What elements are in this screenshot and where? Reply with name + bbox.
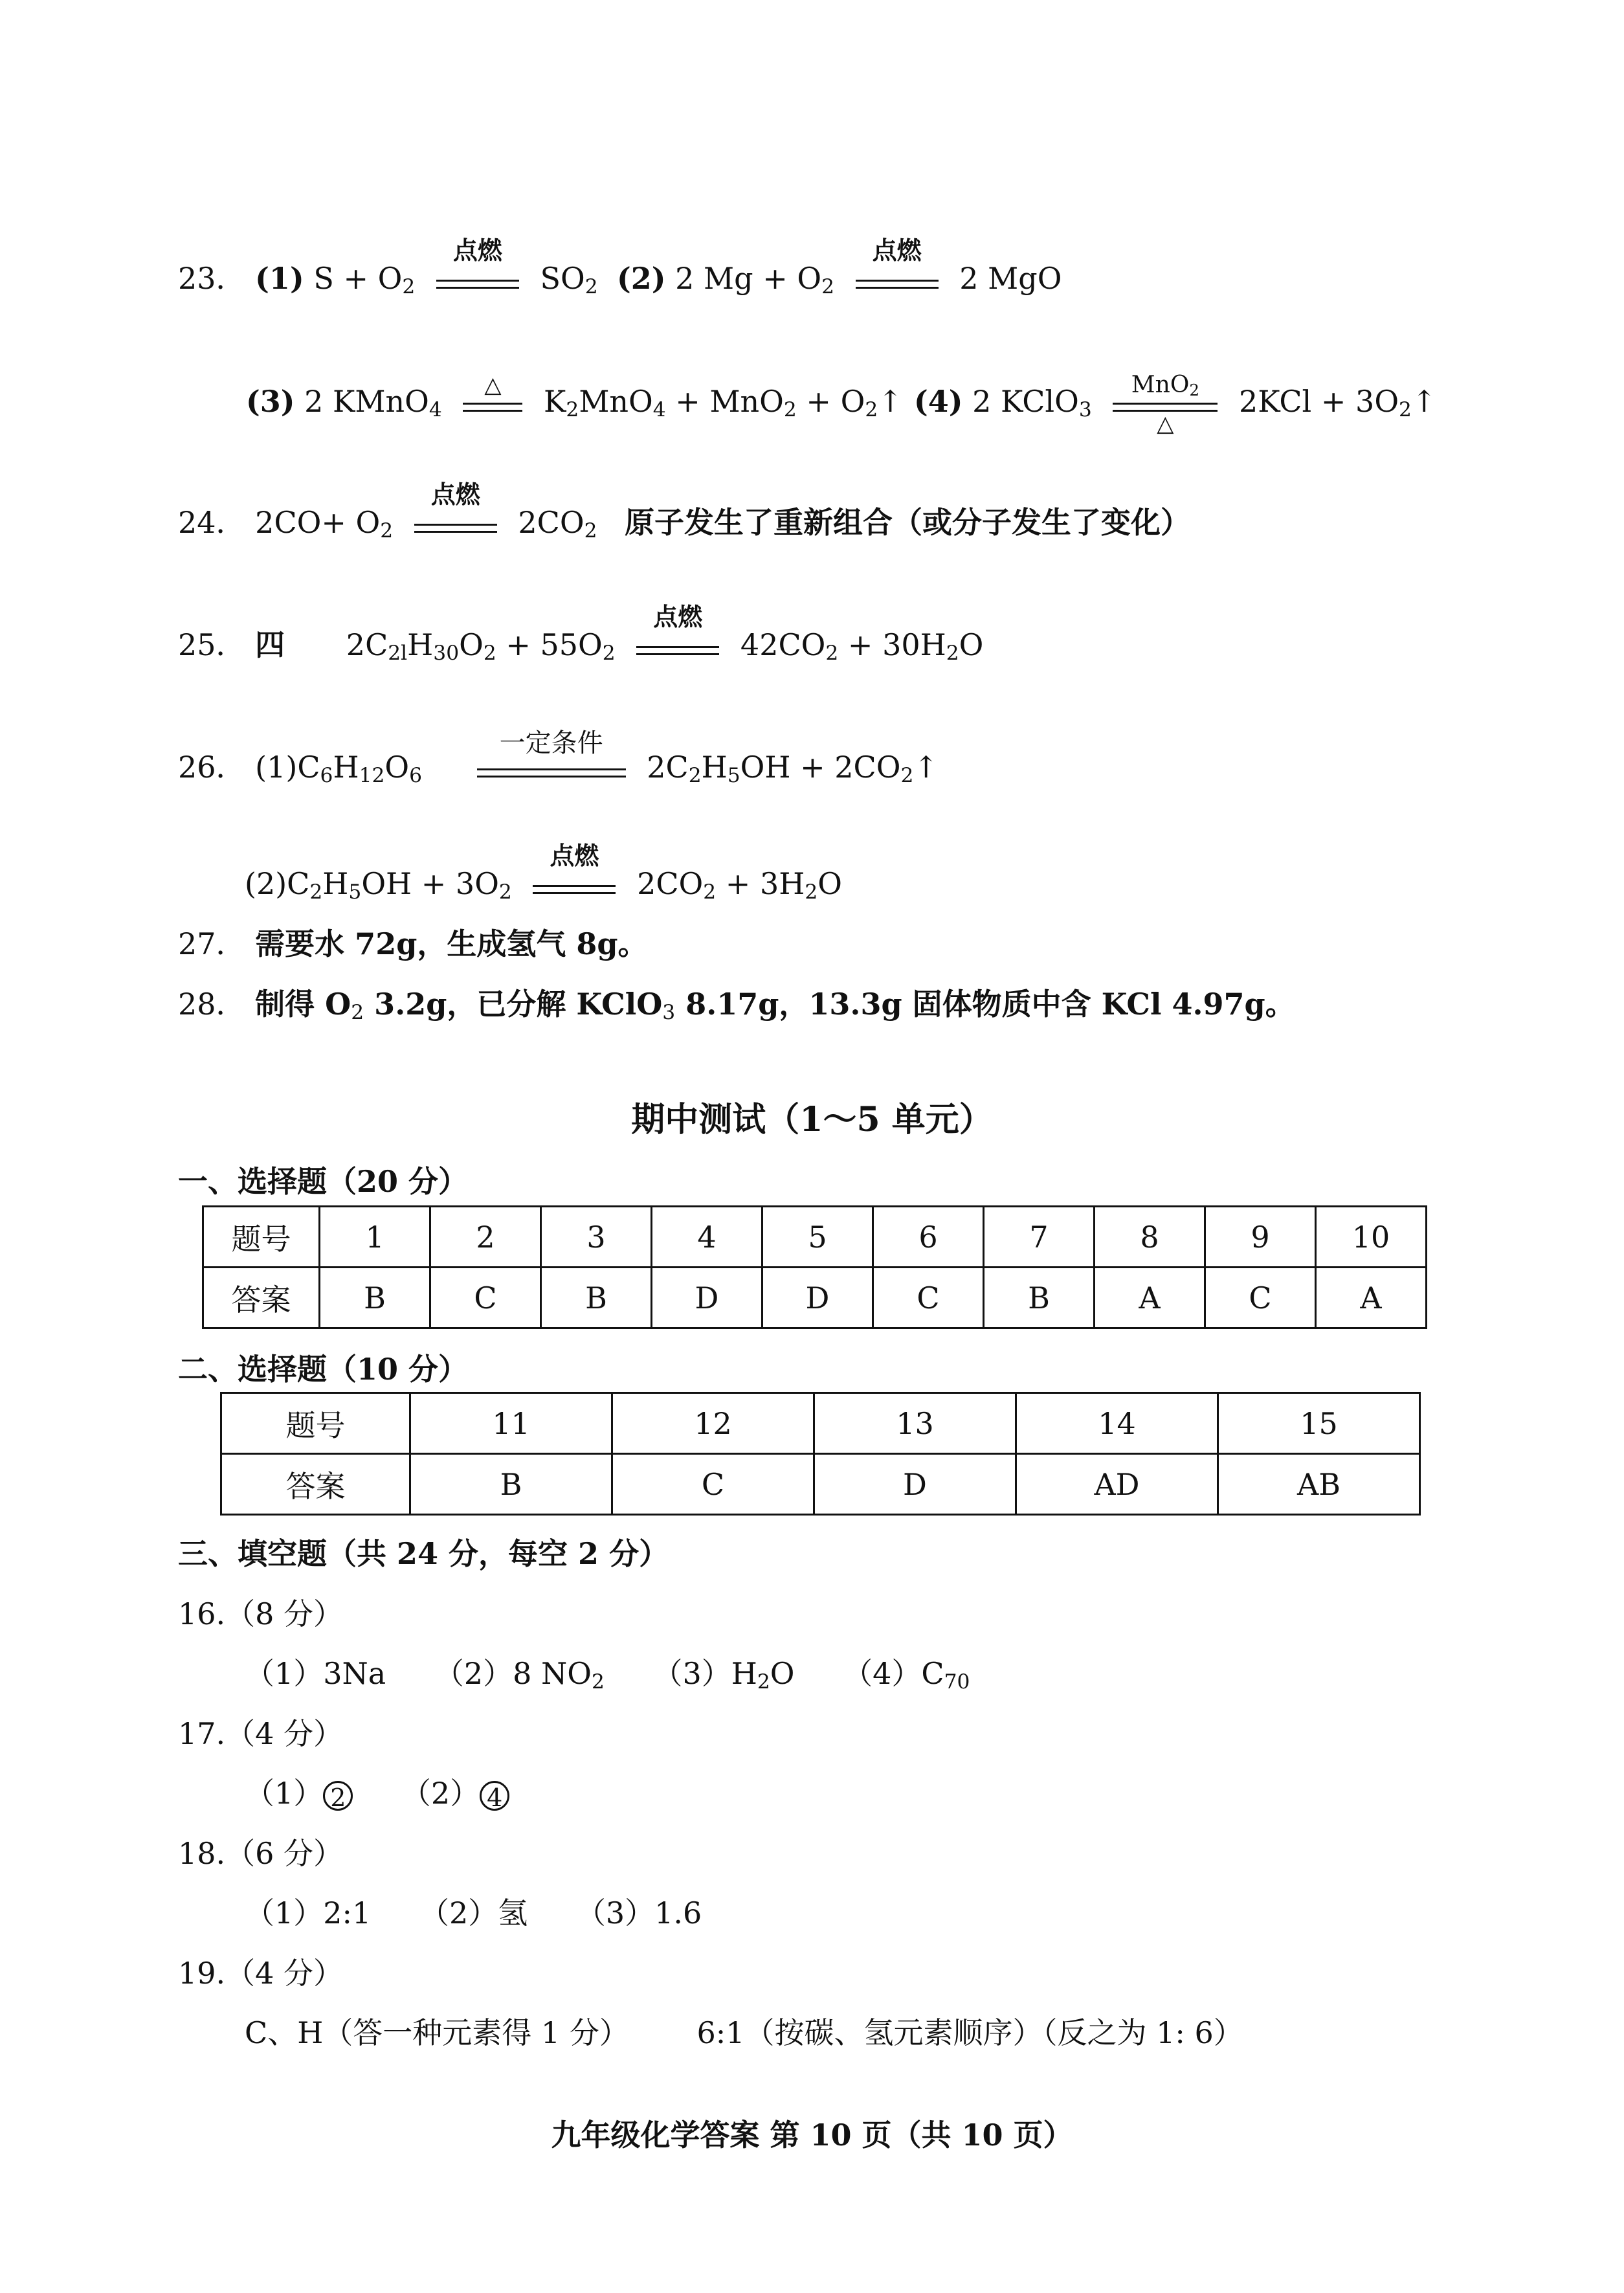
q19-head: 19.（4 分）	[178, 1956, 344, 1991]
section2-heading: 二、选择题（10 分）	[178, 1352, 469, 1387]
q26-part2-rhs: $2CO_2 + 3H_2O$	[637, 866, 842, 904]
row-label: 题号	[203, 1207, 320, 1268]
ignite-arrow: 点燃	[436, 262, 519, 300]
q18-answer-1: （1）2:1	[245, 1896, 372, 1930]
q26-part2-lhs: $C_2H_5OH + 3O_2$	[287, 866, 512, 904]
q16-answer-2: （2）8 $NO_2$	[434, 1656, 605, 1694]
q23-number: 23．	[178, 261, 246, 296]
q23-line-2	[246, 372, 903, 423]
q23-part4-lhs: 2 KClO$_3$	[972, 384, 1092, 421]
catalyst-heat-arrow: MnO$_2$ △	[1113, 385, 1218, 423]
question-number: 4	[652, 1207, 762, 1268]
q16-answer-1: （1）3Na	[245, 1656, 386, 1691]
question-number: 8	[1095, 1207, 1205, 1268]
question-number: 11	[410, 1393, 612, 1454]
q19-answer-1: C、H（答一种元素得 1 分）	[245, 2015, 629, 2050]
answer-cell: D	[652, 1268, 762, 1328]
question-number: 6	[873, 1207, 984, 1268]
q16-answers	[245, 1654, 970, 1693]
q19-answers	[245, 2013, 1243, 2052]
q16-answer-3: $(3)H_2O$	[652, 1656, 795, 1694]
q23-part2-label: (2)	[617, 261, 666, 296]
circled-number: 2	[323, 1781, 353, 1811]
q18-answers	[245, 1894, 702, 1932]
answer-cell: C	[873, 1268, 984, 1328]
q17-head: 17.（4 分）	[178, 1716, 344, 1751]
q27-line	[178, 924, 648, 963]
q17-answers	[245, 1774, 509, 1813]
answer-cell: C	[430, 1268, 541, 1328]
answer-cell: D	[762, 1268, 873, 1328]
question-number: 2	[430, 1207, 541, 1268]
q23-part3-rhs: $K_2MnO_4 + MnO_2$ + $O_2↑$	[544, 384, 903, 421]
question-number: 3	[541, 1207, 652, 1268]
answer-cell: A	[1316, 1268, 1427, 1328]
q17-answer-1: （1） 2	[245, 1776, 353, 1811]
q16-answer-4: $(4)C_{70}$	[843, 1656, 970, 1694]
table-row	[203, 1207, 1427, 1268]
row-label: 答案	[203, 1268, 320, 1328]
q27-text: 需要水 72g，生成氢气 8g。	[255, 926, 648, 961]
answer-cell: B	[320, 1268, 430, 1328]
q27-number: 27．	[178, 926, 246, 961]
table-row	[221, 1454, 1420, 1515]
section2-answer-table	[220, 1392, 1421, 1516]
q26-part1-rhs: $2C_2H_5OH$ + $2CO_2↑$	[647, 750, 939, 787]
question-number: 12	[612, 1393, 814, 1454]
q23-line-2b	[914, 372, 1437, 437]
q25-number: 25．	[178, 627, 246, 662]
heat-arrow: △	[463, 385, 522, 423]
q25-lhs: $2C_{2l}H_{30}O_2 + 55O_2$	[346, 627, 616, 665]
question-number: 1	[320, 1207, 430, 1268]
section3-heading: 三、填空题（共 24 分，每空 2 分）	[178, 1536, 669, 1571]
page-footer: 九年级化学答案 第 10 页（共 10 页）	[551, 2118, 1073, 2153]
answer-cell: AB	[1218, 1454, 1420, 1515]
answer-cell: B	[541, 1268, 652, 1328]
q23-part4-label: (4)	[914, 384, 963, 419]
section1-answer-table	[202, 1205, 1427, 1329]
ignite-arrow: 点燃	[414, 506, 497, 544]
q23-part1-label: (1)	[255, 261, 304, 296]
q23-line-1	[178, 236, 598, 300]
q25-rhs: $42CO_2 + 30H_2O$	[740, 627, 984, 665]
section1-heading: 一、选择题（20 分）	[178, 1164, 469, 1199]
q23-part1-lhs: $S + O_2$	[313, 261, 416, 298]
ignite-arrow: 点燃	[636, 628, 719, 667]
q26-line-1	[178, 728, 939, 789]
answer-cell: A	[1095, 1268, 1205, 1328]
q26-number: 26．	[178, 750, 246, 785]
q25-line	[178, 602, 984, 667]
q19-answer-2: 6:1（按碳、氢元素顺序）（反之为 1: 6）	[696, 2015, 1243, 2050]
answer-cell: B	[984, 1268, 1095, 1328]
q24-number: 24．	[178, 505, 246, 540]
answer-cell: C	[1205, 1268, 1316, 1328]
question-number: 13	[814, 1393, 1016, 1454]
q18-head: 18.（6 分）	[178, 1836, 344, 1871]
row-label: 题号	[221, 1393, 410, 1454]
q25-answer: 四	[255, 627, 285, 662]
ignite-arrow: 点燃	[856, 262, 939, 300]
row-label: 答案	[221, 1454, 410, 1515]
answer-cell: AD	[1016, 1454, 1218, 1515]
q24-lhs: $2CO+ O_2$	[255, 505, 394, 542]
question-number: 9	[1205, 1207, 1316, 1268]
q16-head: 16.（8 分）	[178, 1596, 344, 1631]
condition-arrow: 一定条件	[477, 750, 626, 789]
circled-number: 4	[480, 1781, 509, 1811]
q23-part3-label: (3)	[246, 384, 295, 419]
q26-part1-label: (1)	[255, 750, 298, 785]
answer-cell: D	[814, 1454, 1016, 1515]
q23-line-1b	[617, 236, 1062, 300]
q23-part1-rhs: $SO_2$	[540, 261, 598, 298]
q24-rhs: $2CO_2$	[518, 505, 597, 542]
question-number: 10	[1316, 1207, 1427, 1268]
answer-cell: C	[612, 1454, 814, 1515]
q24-line	[178, 480, 597, 544]
q18-answer-2: （2）氢	[419, 1896, 528, 1930]
q28-line	[178, 985, 1295, 1023]
table-row	[221, 1393, 1420, 1454]
answer-cell: B	[410, 1454, 612, 1515]
q23-part3-lhs: 2 KMnO$_4$	[304, 384, 442, 421]
question-number: 14	[1016, 1393, 1218, 1454]
q18-answer-3: （3）1.6	[575, 1896, 702, 1930]
q23-part4-rhs: $2KCl + 3O_2↑$	[1238, 384, 1437, 421]
midterm-title: 期中测试（1～5 单元）	[631, 1100, 993, 1139]
q23-part2-lhs: 2 $Mg + O_2$	[675, 261, 835, 298]
q23-part2-rhs: 2 MgO	[959, 261, 1062, 296]
question-number: 7	[984, 1207, 1095, 1268]
q26-line-2	[245, 841, 842, 906]
q28-number: 28．	[178, 987, 246, 1022]
ignite-arrow: 点燃	[533, 867, 616, 906]
q26-part1-lhs: $C_6H_{12}O_6$	[297, 750, 422, 787]
table-row	[203, 1268, 1427, 1328]
q28-text: 制得 $O_2$ 3.2g，已分解 KClO$_3$ 8.17g，13.3g 固体物质中含 KCl 4.97g。	[255, 987, 1295, 1024]
question-number: 15	[1218, 1393, 1420, 1454]
question-number: 5	[762, 1207, 873, 1268]
q24-note: 原子发生了重新组合（或分子发生了变化）	[625, 505, 1190, 540]
q26-part2-label: (2)	[245, 866, 287, 901]
q17-answer-2: （2） 4	[401, 1776, 509, 1811]
